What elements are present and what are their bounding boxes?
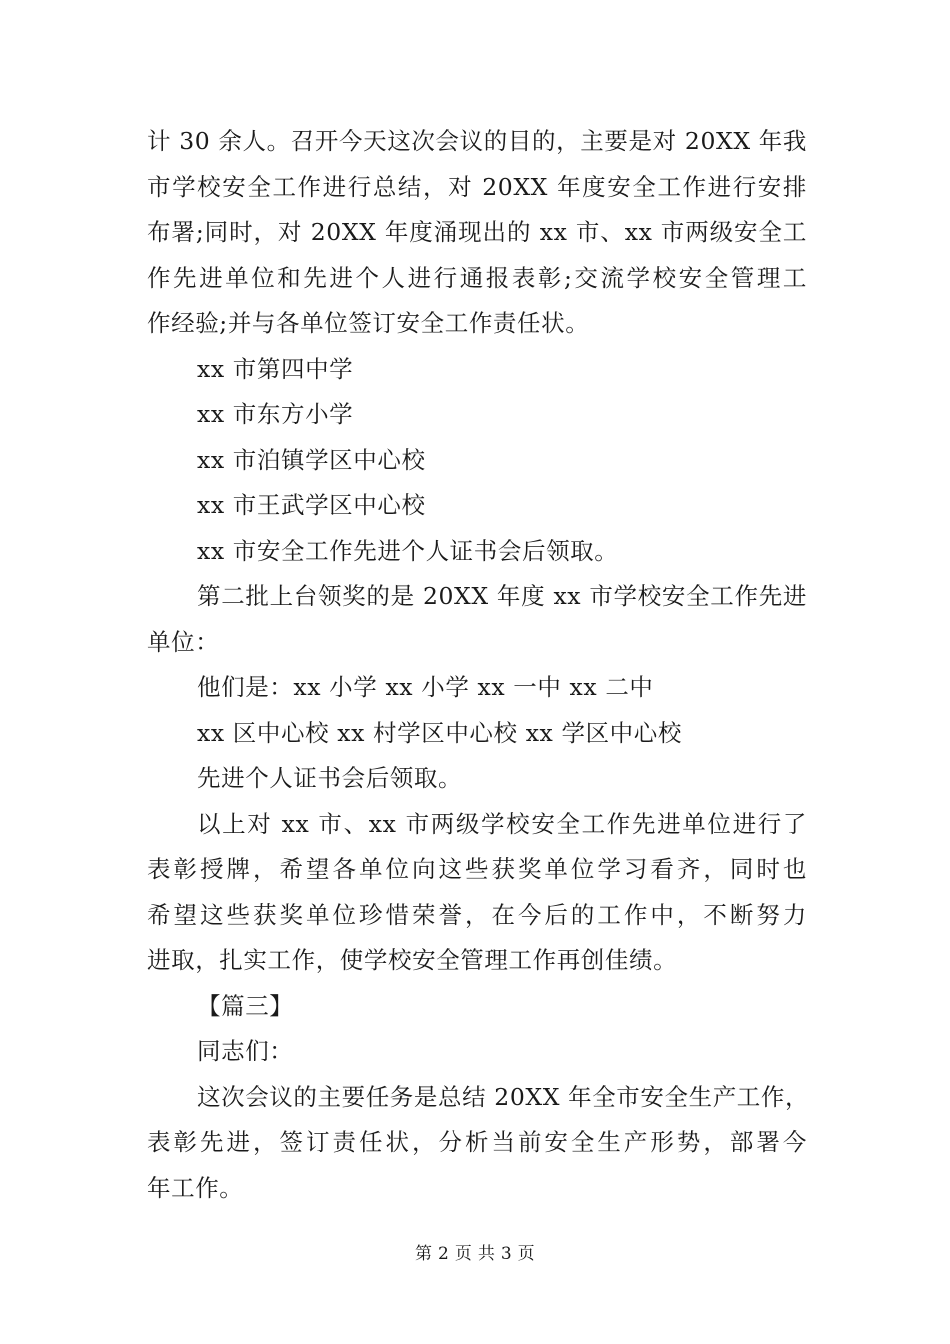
award-unit-line: 他们是：xx 小学 xx 小学 xx 一中 xx 二中 (197, 673, 654, 701)
text-line: 市学校安全工作进行总结，对 20XX 年度安全工作进行安排 (147, 172, 807, 201)
text-line: 计 30 余人。召开今天这次会议的目的，主要是对 20XX 年我 (147, 127, 807, 155)
text-line: 进取，扎实工作，使学校安全管理工作再创佳绩。 (147, 946, 678, 974)
award-unit-line: xx 市王武学区中心校 (197, 491, 426, 519)
award-unit-line: xx 区中心校 xx 村学区中心校 xx 学区中心校 (197, 718, 682, 747)
award-unit-line: xx 市泊镇学区中心校 (197, 445, 426, 474)
section-heading: 【篇三】 (197, 991, 294, 1020)
text-line: 第二批上台领奖的是 20XX 年度 xx 市学校安全工作先进 (197, 582, 807, 610)
text-line: 单位： (147, 627, 220, 656)
text-line: xx 市安全工作先进个人证书会后领取。 (197, 536, 619, 565)
text-line: 表彰授牌，希望各单位向这些获奖单位学习看齐，同时也 (147, 855, 807, 883)
salutation: 同志们： (197, 1037, 294, 1065)
page-number-footer: 第 2 页 共 3 页 (415, 1244, 535, 1264)
text-line: 年工作。 (147, 1173, 244, 1202)
award-unit-line: xx 市东方小学 (197, 400, 354, 428)
text-line: 作先进单位和先进个人进行通报表彰;交流学校安全管理工 (147, 263, 807, 292)
text-line: 表彰先进，签订责任状，分析当前安全生产形势，部署今 (147, 1128, 807, 1156)
award-unit-line: xx 市第四中学 (197, 354, 354, 383)
text-line: 布署;同时，对 20XX 年度涌现出的 xx 市、xx 市两级安全工 (147, 218, 807, 246)
text-line: 这次会议的主要任务是总结 20XX 年全市安全生产工作， (197, 1082, 810, 1111)
text-line: 作经验;并与各单位签订安全工作责任状。 (147, 309, 590, 337)
text-line: 以上对 xx 市、xx 市两级学校安全工作先进单位进行了 (197, 809, 807, 838)
text-line: 希望这些获奖单位珍惜荣誉，在今后的工作中，不断努力 (147, 900, 807, 929)
document-body (147, 119, 810, 1211)
text-line: 先进个人证书会后领取。 (197, 764, 463, 792)
